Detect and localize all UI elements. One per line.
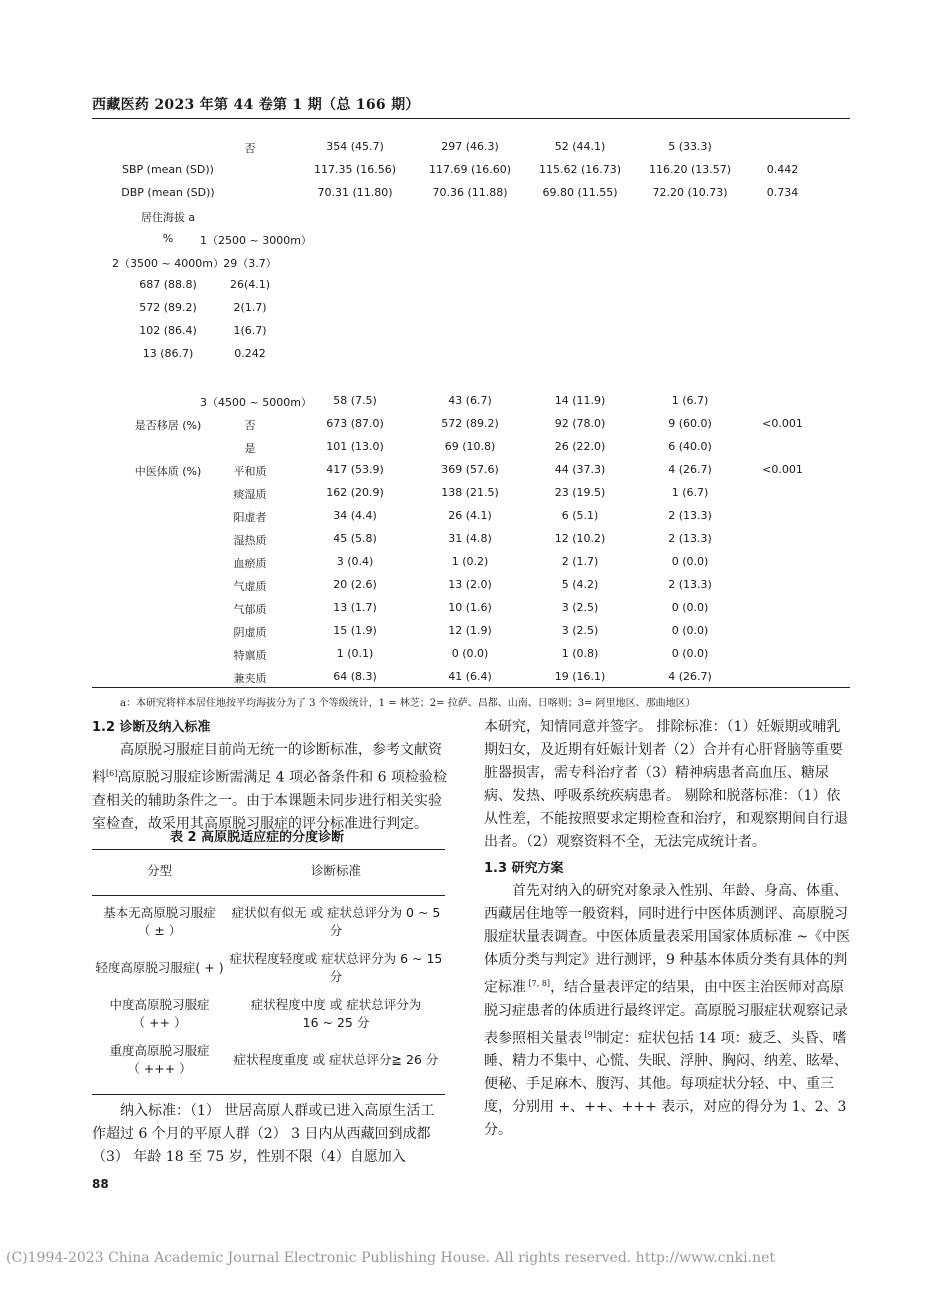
table-row — [0, 228, 950, 250]
table-cell: 20 (2.6) — [333, 578, 377, 591]
table-cell: 369 (57.6) — [441, 463, 499, 476]
table-row — [0, 413, 950, 435]
table-row — [0, 528, 950, 550]
table-cell: <0.001 — [762, 463, 803, 476]
section-1-2-heading: 1.2 诊断及纳入标准 — [92, 720, 211, 735]
table-cell: 3（4500 ~ 5000m） — [200, 396, 312, 409]
table-cell: 2 (1.7) — [561, 555, 599, 568]
table-cell: 26(4.1) — [229, 278, 271, 291]
table-cell: 31 (4.8) — [448, 532, 492, 545]
table-cell: 2(1.7) — [233, 301, 267, 314]
table-cell: 64 (8.3) — [333, 670, 377, 683]
table-cell: 6 (5.1) — [561, 509, 599, 522]
table-cell: 1 (6.7) — [671, 394, 709, 407]
table-cell: 354 (45.7) — [326, 140, 384, 153]
table-cell: 3 (2.5) — [561, 624, 599, 637]
table-cell: 2 (13.3) — [668, 578, 712, 591]
table-cell: 1 (6.7) — [671, 486, 709, 499]
table-row — [0, 343, 950, 365]
table-cell: 是 — [244, 442, 256, 455]
table-cell: 阳虚者 — [233, 511, 267, 524]
table-cell: 1(6.7) — [233, 324, 267, 337]
table-2-type-cell: 中度高原脱习服症 （ ++ ） — [109, 997, 210, 1030]
table-cell: 0 (0.0) — [451, 647, 489, 660]
page-number: 88 — [92, 1177, 109, 1191]
table-cell: 4 (26.7) — [668, 670, 712, 683]
table-2-header-criteria: 诊断标准 — [310, 863, 361, 878]
table-cell: 297 (46.3) — [441, 140, 499, 153]
journal-header: 西藏医药 2023 年第 44 卷第 1 期（总 166 期） — [92, 97, 420, 113]
table-row — [0, 574, 950, 596]
table-cell: 34 (4.4) — [333, 509, 377, 522]
p2-text-a: 首先对纳入的研究对象录入性别、年龄、身高、体重、西藏居住地等一般资料，同时进行中医体质测评、高原脱习服症状量表调查。中医体质量表采用国家体质标准 ~《中医体质分类与判定》进行测评，9 种基本体质分类有具体的判定标准 — [484, 883, 851, 996]
table-cell: 687 (88.8) — [139, 278, 197, 291]
header-rule — [92, 118, 850, 119]
paragraph-study-plan — [484, 880, 851, 1142]
table-cell: 41 (6.4) — [448, 670, 492, 683]
table-cell: 1 (0.1) — [336, 647, 374, 660]
paragraph-diagnosis — [92, 739, 447, 836]
table-cell: 2 (13.3) — [668, 509, 712, 522]
table-2-type-cell: 重度高原脱习服症 （ +++ ） — [109, 1043, 210, 1076]
table-cell: 417 (53.9) — [326, 463, 384, 476]
table-cell: 12 (1.9) — [448, 624, 492, 637]
table-cell: 痰湿质 — [233, 488, 267, 501]
paragraph-inclusion: 纳入标准：（1） 世居高原人群或已进入高原生活工作超过 6 个月的平原人群（2） 3 日内从西藏回到成都（3） 年龄 18 至 75 岁，性别不限（4）自愿加入 — [92, 1103, 435, 1165]
table-cell: 162 (20.9) — [326, 486, 384, 499]
table-2-criteria-cell: 症状程度重度 或 症状总评分≧ 26 分 — [233, 1052, 439, 1067]
table-row — [0, 320, 950, 342]
table-cell: 92 (78.0) — [554, 417, 606, 430]
table-2-caption: 表 2 高原脱适应症的分度诊断 — [170, 830, 345, 845]
table-row — [0, 505, 950, 527]
table-cell: 0.442 — [766, 163, 799, 176]
table-cell: 湿热质 — [233, 534, 267, 547]
table-cell: 9 (60.0) — [668, 417, 712, 430]
table-cell: 平和质 — [233, 465, 267, 478]
table-cell: 0 (0.0) — [671, 601, 709, 614]
table-2-type-cell: 基本无高原脱习服症 （ ± ） — [103, 905, 216, 938]
table-cell: 居住海拔 a — [140, 211, 196, 224]
table-2-bottom-rule — [92, 1094, 445, 1095]
table-row — [0, 251, 950, 273]
table-row — [0, 551, 950, 573]
table-cell: 43 (6.7) — [448, 394, 492, 407]
table-cell: 117.35 (16.56) — [313, 163, 397, 176]
table-cell: 69 (10.8) — [444, 440, 496, 453]
table-cell: 19 (16.1) — [554, 670, 606, 683]
table-cell: 气郁质 — [233, 603, 267, 616]
table-cell: 3 (0.4) — [336, 555, 374, 568]
table-row — [0, 159, 950, 181]
table-cell: 101 (13.0) — [326, 440, 384, 453]
table-cell: 26 (4.1) — [448, 509, 492, 522]
table-row — [0, 136, 950, 158]
table-cell: 70.36 (11.88) — [432, 186, 508, 199]
table-row — [0, 597, 950, 619]
table-cell: 44 (37.3) — [554, 463, 606, 476]
copyright-notice: (C)1994-2023 China Academic Journal Electronic Publishing House. All rights reserved. http://www.cnki.net — [6, 1250, 776, 1266]
table-cell: 26 (22.0) — [554, 440, 606, 453]
table-cell: SBP (mean (SD)) — [122, 163, 214, 176]
citation-9: [9] — [582, 1029, 596, 1039]
table-cell: 中医体质 (%) — [134, 465, 202, 478]
table-cell: 阴虚质 — [233, 626, 267, 639]
table-cell: 70.31 (11.80) — [317, 186, 393, 199]
table-cell: 13 (86.7) — [142, 347, 194, 360]
table-cell: 115.62 (16.73) — [538, 163, 622, 176]
table-cell: 45 (5.8) — [333, 532, 377, 545]
table-2-criteria-cell: 症状似有似无 或 症状总评分为 0 ~ 5 分 — [231, 905, 441, 938]
right-column — [484, 716, 851, 1142]
table-cell: 1（2500 ~ 3000m） — [200, 234, 312, 247]
table-row — [0, 620, 950, 642]
table-row — [0, 390, 950, 412]
table-cell: 102 (86.4) — [139, 324, 197, 337]
table-cell: 兼夹质 — [233, 672, 267, 685]
table-cell: 13 (1.7) — [333, 601, 377, 614]
p2-text-c: 制定：症状包括 14 项：疲乏、头昏、嗜睡、精力不集中、心慌、失眠、浮肿、胸闷、纳差、眩晕、便秘、手足麻木、腹泻、其他。每项症状分轻、中、重三度，分别用 +、++、+++ 表示，对应的得分为 1、2、3 分。 — [484, 1030, 848, 1139]
table-cell: 116.20 (13.57) — [648, 163, 732, 176]
table-cell: 5 (33.3) — [668, 140, 712, 153]
table-row — [0, 274, 950, 296]
table-cell: 52 (44.1) — [554, 140, 606, 153]
table-2-row — [92, 904, 445, 944]
table-cell: 3 (2.5) — [561, 601, 599, 614]
table-2-row — [92, 996, 445, 1036]
table-cell: 572 (89.2) — [139, 301, 197, 314]
table-cell: 10 (1.6) — [448, 601, 492, 614]
table-cell: 0 (0.0) — [671, 624, 709, 637]
table-cell: 0.242 — [234, 347, 266, 360]
table-2-criteria-cell: 症状程度轻度或 症状总评分为 6 ~ 15 分 — [229, 951, 443, 984]
table-row — [0, 666, 950, 688]
table-row — [0, 643, 950, 665]
table-cell: 1 (0.2) — [451, 555, 489, 568]
table-row — [0, 482, 950, 504]
table-cell: 15 (1.9) — [333, 624, 377, 637]
table-cell: 138 (21.5) — [441, 486, 499, 499]
table-cell: 13 (2.0) — [448, 578, 492, 591]
table-2-header-type: 分型 — [146, 863, 172, 878]
paragraph-exclusion: 本研究，知情同意并签字。 排除标准：（1）妊娠期或哺乳期妇女，及近期有妊娠计划者（2）合并有心肝肾脑等重要脏器损害，需专科治疗者（3）精神病患者高血压、糖尿病、发热、呼吸系统疾病患者。 剔除和脱落标准：（1）依从性差，不能按照要求定期检查和治疗，和观察期间自行退出者。（2）观察资料不全，无法完成统计者。 — [484, 719, 848, 850]
table-row — [0, 436, 950, 458]
table-2-row — [92, 950, 445, 990]
table-cell: 特禀质 — [233, 649, 267, 662]
table-cell: 2 (13.3) — [668, 532, 712, 545]
table-cell: 29（3.7） — [223, 257, 277, 270]
table-1-footnote: a：本研究将样本居住地按平均海拔分为了 3 个等级统计，1 = 林芝；2= 拉萨、昌都、山南、日喀则；3= 阿里地区、那曲地区） — [120, 698, 696, 709]
p1-text-b: 高原脱习服症诊断需满足 4 项必备条件和 6 项检验检查相关的辅助条件之一。由于本课题未同步进行相关实验室检查，故采用其高原脱习服症的评分标准进行判定。 — [92, 769, 447, 832]
table-2-type-cell: 轻度高原脱习服症( + ) — [95, 960, 224, 975]
table-cell: 否 — [244, 419, 256, 432]
table-cell: 117.69 (16.60) — [428, 163, 512, 176]
table-cell: 否 — [244, 142, 256, 155]
table-cell: 12 (10.2) — [554, 532, 606, 545]
citation-7-8: [7, 8] — [526, 979, 551, 988]
table-2-header-rule — [92, 895, 445, 896]
table-2-top-rule — [92, 849, 445, 850]
table-cell: 0.734 — [766, 186, 799, 199]
table-cell: % — [162, 232, 174, 245]
table-2-criteria-cell: 症状程度中度 或 症状总评分为 16 ~ 25 分 — [250, 997, 422, 1030]
table-cell: 72.20 (10.73) — [652, 186, 728, 199]
table-row — [0, 297, 950, 319]
table-2-row — [92, 1042, 445, 1082]
table-cell: 69.80 (11.55) — [542, 186, 618, 199]
section-1-3-heading: 1.3 研究方案 — [484, 861, 564, 876]
table-cell: 572 (89.2) — [441, 417, 499, 430]
table-cell: 1 (0.8) — [561, 647, 599, 660]
table-cell: 0 (0.0) — [671, 647, 709, 660]
table-cell: 血瘀质 — [233, 557, 267, 570]
table-cell: 673 (87.0) — [326, 417, 384, 430]
citation-6: [6] — [106, 769, 118, 778]
table-row — [0, 205, 950, 227]
table-cell: 58 (7.5) — [333, 394, 377, 407]
table-row — [0, 459, 950, 481]
left-column-lower — [92, 1100, 447, 1169]
table-cell: 6 (40.0) — [668, 440, 712, 453]
table-cell: 4 (26.7) — [668, 463, 712, 476]
p2-text-b: ，结合量表评定的结果，由中医主治医师对高原脱习症患者的体质进行最终评定。高原脱习服症状观察记录表参照相关量表 — [484, 979, 848, 1047]
table-cell: 气虚质 — [233, 580, 267, 593]
table-cell: DBP (mean (SD)) — [121, 186, 215, 199]
table-cell: 是否移居 (%) — [134, 419, 202, 432]
table-cell: 2（3500 ~ 4000m） — [112, 257, 224, 270]
p1-text-a: 高原脱习服症目前尚无统一的诊断标准，参考文献资料 — [92, 742, 442, 786]
left-column — [92, 716, 447, 836]
table-1-bottom-rule — [92, 687, 850, 688]
table-cell: 14 (11.9) — [554, 394, 606, 407]
table-cell: 0 (0.0) — [671, 555, 709, 568]
table-cell: <0.001 — [762, 417, 803, 430]
table-cell: 23 (19.5) — [554, 486, 606, 499]
table-cell: 5 (4.2) — [561, 578, 599, 591]
table-2-header-row — [92, 862, 445, 884]
table-row — [0, 182, 950, 204]
